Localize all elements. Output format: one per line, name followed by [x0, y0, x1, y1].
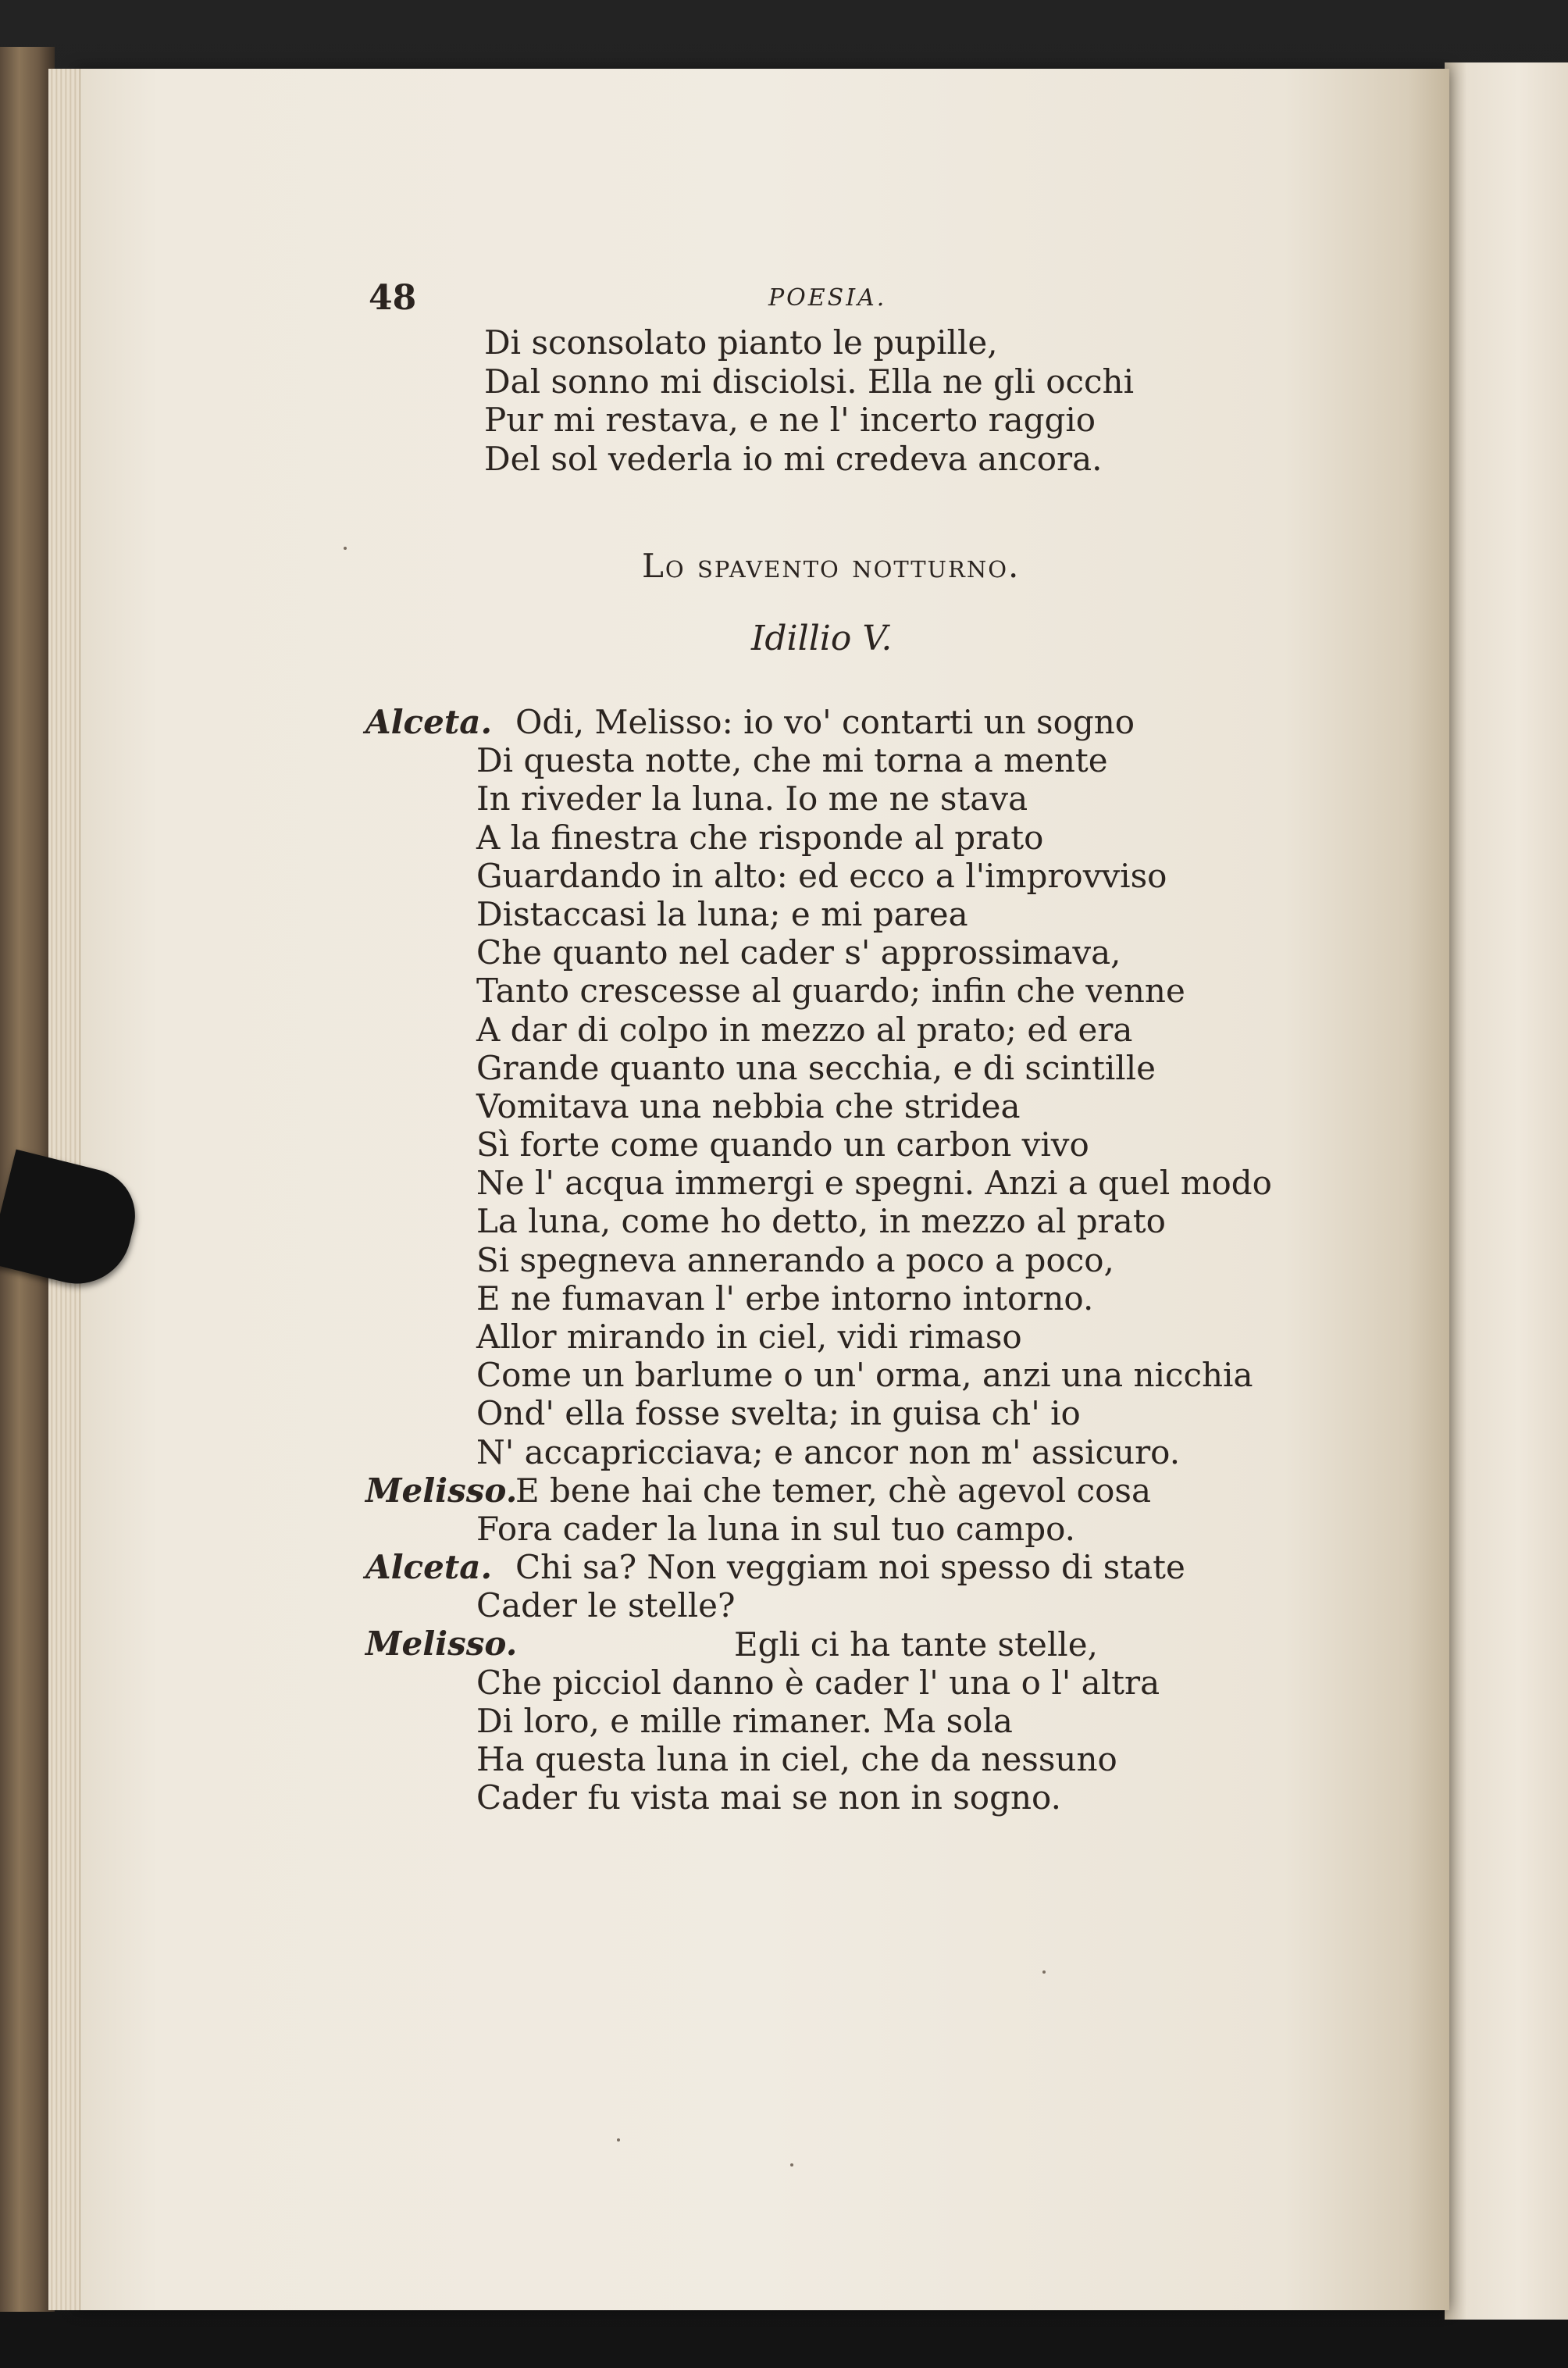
dialogue-line: Sì forte come quando un carbon vivo — [476, 1125, 1089, 1164]
dialogue-line: Che quanto nel cader s' approssimava, — [476, 933, 1121, 972]
paper-speck — [1042, 1970, 1046, 1974]
dialogue-line: E bene hai che temer, chè agevol cosa — [515, 1471, 1151, 1510]
dialogue-line: Tanto crescesse al guardo; infin che venne — [476, 972, 1185, 1011]
facing-page — [1445, 62, 1568, 2320]
speaker-melisso: Melisso. — [365, 1471, 518, 1510]
poem-title: Lo spavento notturno. — [642, 547, 1021, 585]
verse-line: Del sol vederla io mi credeva ancora. — [484, 439, 1103, 478]
dialogue-line: Guardando in alto: ed ecco a l'improvviso — [476, 856, 1167, 895]
speaker-melisso: Melisso. — [365, 1624, 518, 1663]
dialogue-line: A la finestra che risponde al prato — [476, 818, 1044, 857]
dialogue-line: Grande quanto una secchia, e di scintille — [476, 1048, 1156, 1087]
dialogue-line: Ha questa luna in ciel, che da nessuno — [476, 1740, 1117, 1779]
dialogue-line: Allor mirando in ciel, vidi rimaso — [476, 1318, 1022, 1356]
dialogue-line: Cader le stelle? — [476, 1586, 736, 1625]
dialogue-line: N' accapricciava; e ancor non m' assicuro. — [476, 1432, 1181, 1471]
paper-speck — [617, 2138, 620, 2142]
poem-subtitle: Idillio V. — [751, 619, 893, 658]
dialogue-line: Ond' ella fosse svelta; in guisa ch' io — [476, 1394, 1081, 1433]
dialogue-line: Cader fu vista mai se non in sogno. — [476, 1778, 1061, 1817]
dialogue-line: Ne l' acqua immergi e spegni. Anzi a quel modo — [476, 1164, 1272, 1203]
verse-line: Di sconsolato pianto le pupille, — [484, 323, 998, 362]
dialogue-line: Si spegneva annerando a poco a poco, — [476, 1240, 1114, 1279]
dialogue-line: Di loro, e mille rimaner. Ma sola — [476, 1701, 1013, 1740]
dialogue — [476, 703, 1272, 1817]
dialogue-line: Chi sa? Non veggiam noi spesso di state — [515, 1548, 1185, 1587]
dialogue-line: Come un barlume o un' orma, anzi una nicchia — [476, 1356, 1253, 1395]
dialogue-line: Vomitava una nebbia che stridea — [476, 1086, 1021, 1125]
verse-line: Dal sonno mi disciolsi. Ella ne gli occhi — [484, 362, 1135, 401]
opening-verse — [484, 323, 1134, 478]
running-head: POESIA. — [768, 284, 887, 312]
dialogue-line: Egli ci ha tante stelle, — [734, 1624, 1098, 1664]
dialogue-line: In riveder la luna. Io me ne stava — [476, 779, 1028, 818]
speaker-alceta: Alceta. — [365, 1548, 493, 1586]
dialogue-line: Odi, Melisso: io vo' contarti un sogno — [515, 703, 1135, 741]
dialogue-line: Fora cader la luna in sul tuo campo. — [476, 1509, 1076, 1548]
dialogue-line: A dar di colpo in mezzo al prato; ed era — [476, 1010, 1133, 1049]
dialogue-line: Distaccasi la luna; e mi parea — [476, 894, 968, 933]
paper-speck — [344, 547, 347, 550]
paper-speck — [790, 2163, 793, 2167]
dialogue-line: Che picciol danno è cader l' una o l' altra — [476, 1663, 1160, 1702]
speaker-alceta: Alceta. — [365, 703, 493, 741]
page-number: 48 — [369, 278, 417, 318]
dialogue-line: La luna, come ho detto, in mezzo al prato — [476, 1202, 1166, 1241]
dialogue-line: Di questa notte, che mi torna a mente — [476, 741, 1108, 780]
verse-line: Pur mi restava, e ne l' incerto raggio — [484, 401, 1096, 439]
dialogue-line: E ne fumavan l' erbe intorno intorno. — [476, 1279, 1094, 1318]
